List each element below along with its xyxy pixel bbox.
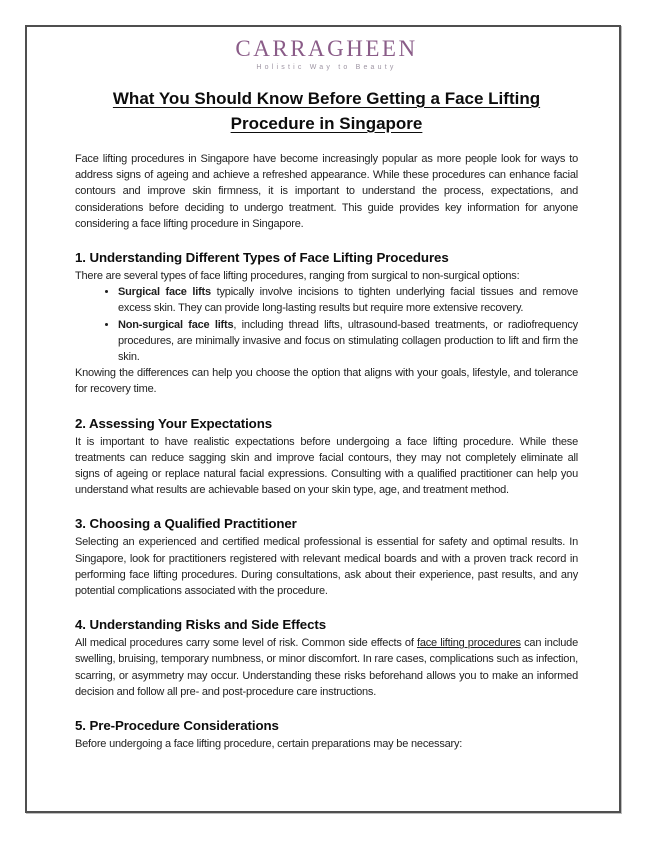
- text-segment: can include swelling, bruising, temporary numbness, or minor discomfort. In rare cases, complications such as infection, scarring, or asymmetry may occur. Understanding these risks beforehand allows you to make an informed decision and follow all pre- and post-procedure care instructions.: [75, 637, 578, 698]
- section-paragraph: Selecting an experienced and certified medical professional is essential for safety and optimal results. In Singapore, look for practitioners registered with relevant medical boards and with a proven track record in performing face lifting procedures. During consultations, ask about their experience, past results, and any potential complications associated with the procedure.: [75, 536, 578, 598]
- brand-logo-text: CARRAGHEEN: [235, 36, 418, 61]
- document-title-line-2: Procedure in Singapore: [230, 114, 423, 133]
- text-segment: , including thread lifts, ultrasound-based treatments, or radiofrequency procedures, are minimally invasive and focus on stimulating collagen production to lift and firm the skin.: [118, 318, 578, 364]
- intro-paragraph: Face lifting procedures in Singapore have become increasingly popular as more people look for ways to address signs of ageing and achieve a refreshed appearance. While these procedures can enhance facial contours and improve skin firmness, it is important to understand the process, expectations, and considerations before deciding to undergo treatment. This guide provides key information for anyone considering a face lifting procedure in Singapore.: [75, 153, 578, 230]
- logo-header: [75, 36, 578, 73]
- brand-tagline: Holistic Way to Beauty: [256, 64, 397, 71]
- section-practitioner: [75, 515, 578, 599]
- section-expectations: [75, 415, 578, 499]
- inline-link-face-lifting-procedures[interactable]: face lifting procedures: [416, 637, 521, 650]
- section-lead: There are several types of face lifting procedures, ranging from surgical to non-surgical options:: [75, 270, 520, 283]
- text-segment: Surgical face lifts: [118, 286, 211, 299]
- section-heading: 3. Choosing a Qualified Practitioner: [75, 516, 297, 532]
- section-heading: 2. Assessing Your Expectations: [75, 415, 273, 431]
- section-heading: 5. Pre-Procedure Considerations: [75, 718, 279, 734]
- section-paragraph: Knowing the differences can help you choose the option that aligns with your goals, lifestyle, and tolerance for recovery time.: [75, 367, 578, 396]
- section-pre-procedure: [75, 717, 578, 752]
- section-risks: [75, 616, 578, 700]
- section-paragraph: It is important to have realistic expectations before undergoing a face lifting procedure. While these treatments can reduce sagging skin and improve facial contours, they may not completely eliminate all signs of ageing or replace natural facial expressions. Consulting with a qualified practitioner can help you understand what results are achievable based on your skin type, age, and treatment method.: [75, 435, 578, 497]
- bullet-item-non-surgical: [118, 317, 578, 366]
- section-types-of-procedures: [75, 249, 578, 398]
- section-heading: 1. Understanding Different Types of Face Lifting Procedures: [75, 250, 449, 266]
- page-content: [75, 31, 578, 752]
- text-segment: typically involve incisions to tighten underlying facial tissues and remove excess skin. They can provide long-lasting results but require more extensive recovery.: [118, 286, 578, 315]
- section-paragraph: Before undergoing a face lifting procedure, certain preparations may be necessary:: [75, 738, 463, 751]
- document-title-line-1: What You Should Know Before Getting a Face Lifting: [112, 89, 541, 108]
- section-paragraph: [75, 635, 578, 700]
- bullet-list: [75, 284, 578, 365]
- text-segment: Non-surgical face lifts: [118, 318, 234, 331]
- document-title: [75, 86, 578, 136]
- text-segment: All medical procedures carry some level of risk. Common side effects of: [75, 637, 417, 650]
- bullet-item-surgical: [118, 284, 578, 316]
- section-heading: 4. Understanding Risks and Side Effects: [75, 617, 327, 633]
